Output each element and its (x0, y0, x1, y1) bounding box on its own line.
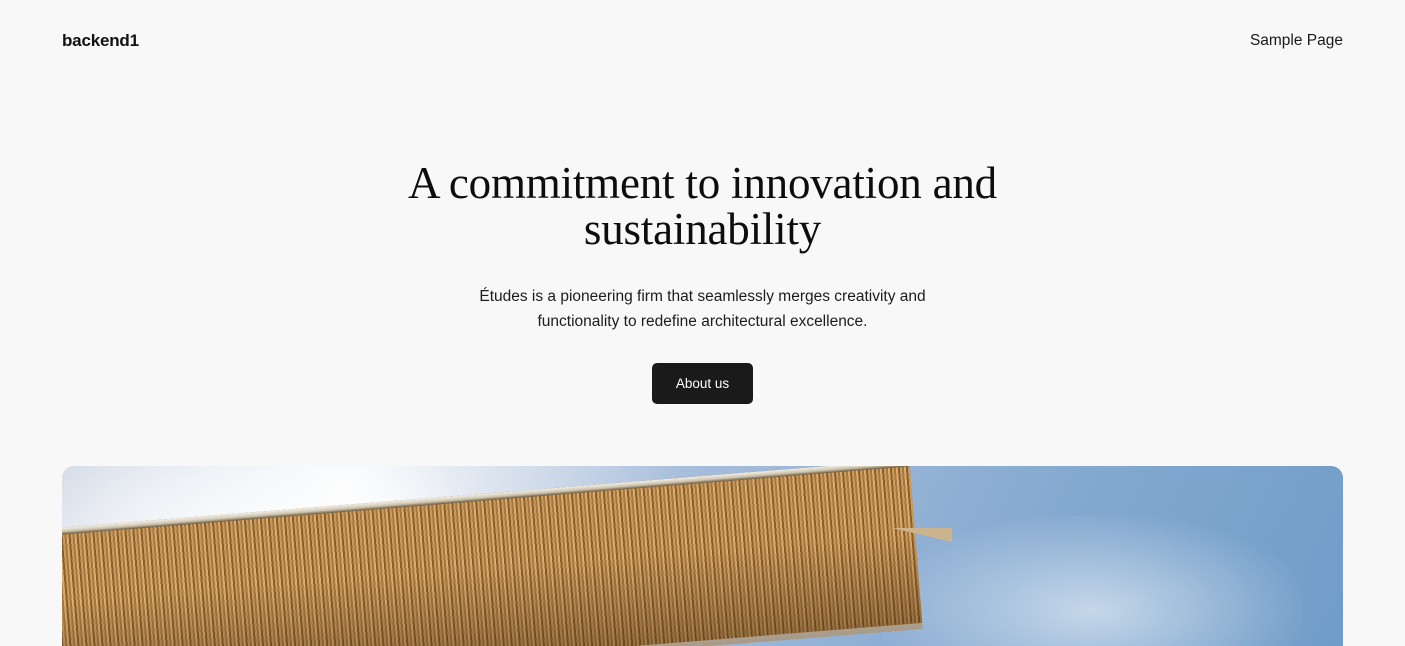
primary-navigation (1250, 32, 1343, 50)
hero-cta-wrapper (0, 363, 1405, 404)
nav-link-sample-page[interactable]: Sample Page (1249, 32, 1343, 49)
hero-title: A commitment to innovation and sustainability (408, 158, 997, 255)
site-title[interactable]: backend1 (62, 31, 139, 50)
building-shadow (62, 534, 923, 646)
building-corner (892, 528, 952, 542)
hero-image (62, 466, 1343, 646)
hero-subtitle: Études is a pioneering firm that seamlessly merges creativity and functionality to redefine architectural excellence. (479, 287, 926, 331)
site-header (0, 0, 1405, 60)
about-us-button[interactable]: About us (652, 363, 753, 404)
hero-section (0, 60, 1405, 404)
